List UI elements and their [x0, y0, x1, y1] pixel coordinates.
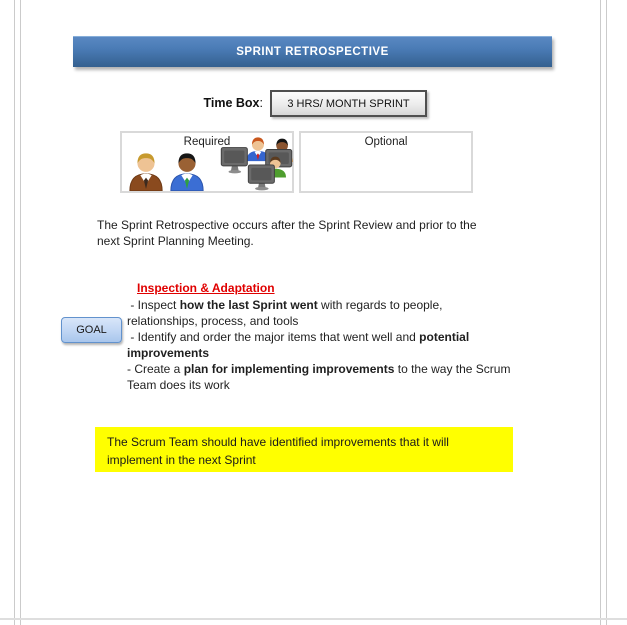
- page-bottom-edge: [0, 618, 627, 620]
- goal-text: to the way the Scrum: [394, 362, 511, 376]
- required-label: Required: [183, 136, 231, 148]
- team-at-monitors-icon: [220, 135, 294, 191]
- goal-text: relationships, process, and tools: [127, 314, 299, 328]
- goal-text-bold: plan for implementing improvements: [183, 362, 395, 376]
- intro-line: next Sprint Planning Meeting.: [97, 233, 254, 248]
- goal-text-bold: how the last Sprint went: [179, 298, 318, 312]
- page-title: SPRINT RETROSPECTIVE: [236, 46, 389, 58]
- goal-text-bold: improvements: [127, 346, 210, 360]
- intro-line: The Sprint Retrospective occurs after the Sprint Review and prior to the: [97, 218, 477, 232]
- optional-label: Optional: [364, 136, 408, 148]
- goal-body: [127, 297, 529, 393]
- timebox-label: [180, 96, 263, 110]
- highlight-callout: [95, 427, 513, 472]
- goal-text: - Identify and order the major items that went well and: [127, 330, 420, 344]
- person-brown-suit-icon: [127, 149, 165, 191]
- goal-text: - Create a: [127, 362, 184, 376]
- goal-line: [127, 297, 529, 313]
- goal-line: [127, 361, 529, 377]
- attendance-table: [120, 131, 473, 193]
- goal-button[interactable]: GOAL: [61, 317, 122, 343]
- person-blue-suit-icon: [168, 149, 206, 191]
- goal-text: with regards to people,: [317, 298, 443, 312]
- page-border-line: [600, 0, 601, 625]
- goal-text-bold: potential: [419, 330, 470, 344]
- required-attendees-cell: [120, 131, 294, 193]
- goal-line: [127, 313, 529, 329]
- goal-heading: Inspection & Adaptation: [137, 281, 275, 295]
- goal-line: [127, 377, 529, 393]
- intro-paragraph: [97, 218, 477, 249]
- goal-text: Team does its work: [127, 378, 230, 392]
- title-banner: [73, 36, 552, 67]
- page-border-line: [14, 0, 15, 625]
- goal-line: [127, 329, 529, 345]
- callout-line: The Scrum Team should have identified improvements that it will: [107, 435, 449, 449]
- callout-line: implement in the next Sprint: [107, 453, 256, 467]
- page-border-line: [606, 0, 607, 625]
- goal-line: [127, 345, 529, 361]
- page-border-line: [20, 0, 21, 625]
- timebox-label-text: Time Box: [203, 96, 260, 110]
- timebox-value-button[interactable]: 3 HRS/ MONTH SPRINT: [270, 90, 427, 117]
- timebox-label-colon: :: [259, 96, 263, 110]
- goal-text: - Inspect: [127, 298, 180, 312]
- optional-attendees-cell: [299, 131, 473, 193]
